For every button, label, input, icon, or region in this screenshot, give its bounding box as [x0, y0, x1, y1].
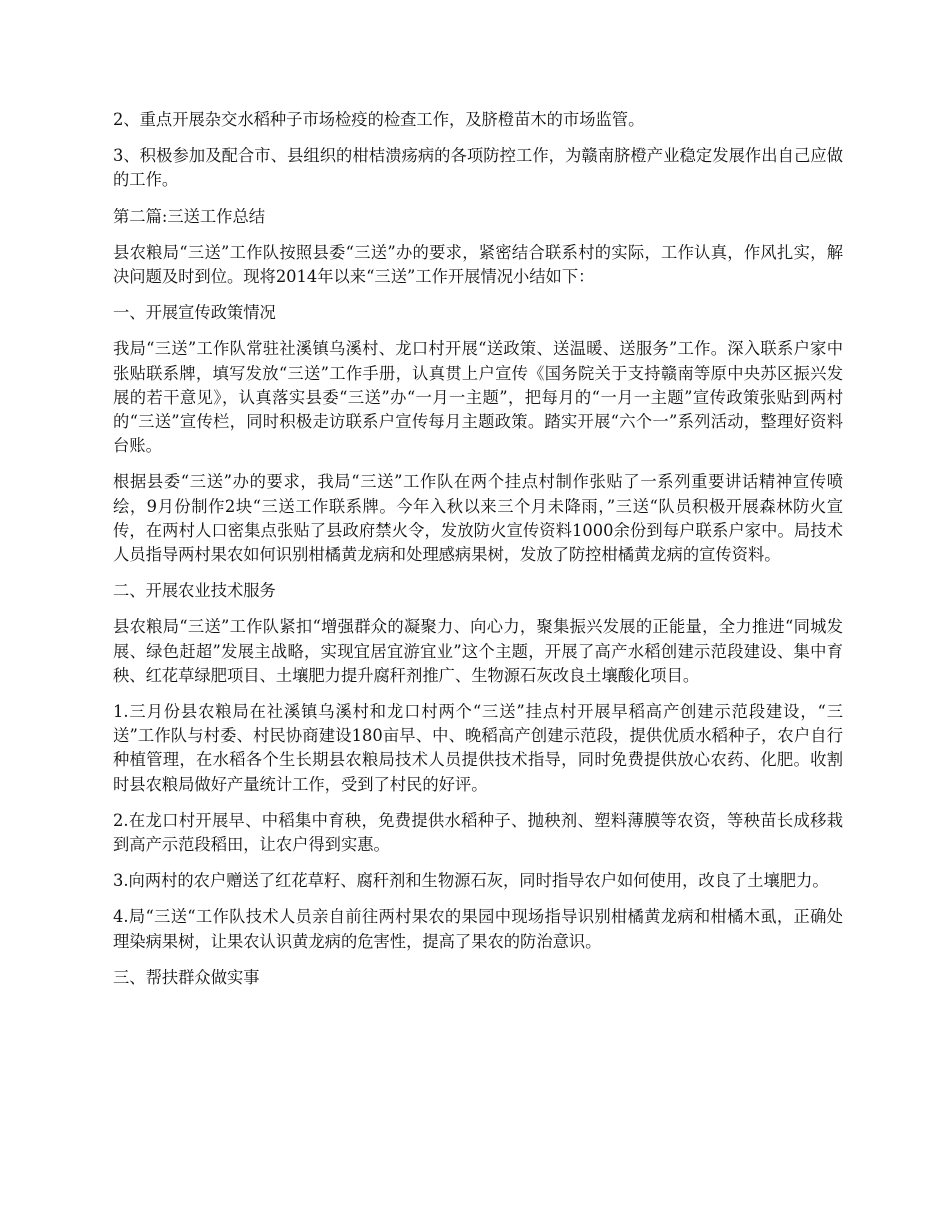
- tech-item-4: 4.局“三送“工作队技术人员亲自前往两村果农的果园中现场指导识别柑橘黄龙病和柑橘木虱，正确处理染病果树，让果农认识黄龙病的危害性，提高了果农的防治意识。: [113, 907, 843, 951]
- section-title: 第二篇:三送工作总结: [113, 206, 266, 226]
- tech-item-1: 1.三月份县农粮局在社溪镇乌溪村和龙口村两个“三送”挂点村开展早稻高产创建示范段建设，“三送”工作队与村委、村民协商建设180亩早、中、晚稻高产创建示范段，提供优质水稻种子，农户自行种植管理，在水稻各个生长期县农粮局技术人员提供技术指导，同时免费提供放心农药、化肥。收割时县农粮局做好产量统计工作，受到了村民的好评。: [113, 702, 843, 794]
- policy-paragraph-2: 根据县委“三送”办的要求，我局“三送”工作队在两个挂点村制作张贴了一系列重要讲话精神宣传喷绘，9月份制作2块“三送工作联系牌。今年入秋以来三个月未降雨，”三送“队员积极开展森林防火宣传，在两村人口密集点张贴了县政府禁火令，发放防火宣传资料1000余份到每户联系户家中。局技术人员指导两村果农如何识别柑橘黄龙病和处理感病果树，发放了防控柑橘黄龙病的宣传资料。: [113, 472, 843, 565]
- section-heading-2: 二、开展农业技术服务: [113, 581, 276, 601]
- tech-item-2: 2.在龙口村开展早、中稻集中育秧，免费提供水稻种子、抛秧剂、塑料薄膜等农资，等秧苗长成移栽到高产示范段稻田，让农户得到实惠。: [113, 810, 843, 855]
- paragraph-item-3: 3、积极参加及配合市、县组织的柑桔溃疡病的各项防控工作，为赣南脐橙产业稳定发展作出自己应做的工作。: [113, 146, 843, 190]
- intro-paragraph: 县农粮局“三送”工作队按照县委“三送”办的要求，紧密结合联系村的实际，工作认真，作风扎实，解决问题及时到位。现将2014年以来“三送”工作开展情况小结如下：: [113, 242, 843, 287]
- policy-paragraph-1: 我局“三送”工作队常驻社溪镇乌溪村、龙口村开展“送政策、送温暖、送服务”工作。深入联系户家中张贴联系牌，填写发放“三送”工作手册，认真贯上户宣传《国务院关于支持赣南等原中央苏区振兴发展的若干意见》，认真落实县委“三送”办“一月一主题”，把每月的“一月一主题”宣传政策张贴到两村的“三送”宣传栏，同时积极走访联系户宣传每月主题政策。踏实开展“六个一”系列活动，整理好资料台账。: [113, 339, 843, 456]
- tech-item-3: 3.向两村的农户赠送了红花草籽、腐秆剂和生物源石灰，同时指导农户如何使用，改良了土壤肥力。: [113, 871, 829, 891]
- document-body: [113, 108, 843, 1002]
- section-heading-1: 一、开展宣传政策情况: [113, 303, 276, 323]
- tech-intro-paragraph: 县农粮局“三送”工作队紧扣“增强群众的凝聚力、向心力，聚集振兴发展的正能量，全力推进“同城发展、绿色赶超”发展主战略，实现宜居宜游宜业”这个主题，开展了高产水稻创建示范段建设、集中育秧、红花草绿肥项目、土壤肥力提升腐秆剂推广、生物源石灰改良土壤酸化项目。: [113, 617, 843, 685]
- section-heading-3: 三、帮扶群众做实事: [113, 967, 260, 987]
- paragraph-item-2: 2、重点开展杂交水稻种子市场检疫的检查工作，及脐橙苗木的市场监管。: [113, 110, 645, 129]
